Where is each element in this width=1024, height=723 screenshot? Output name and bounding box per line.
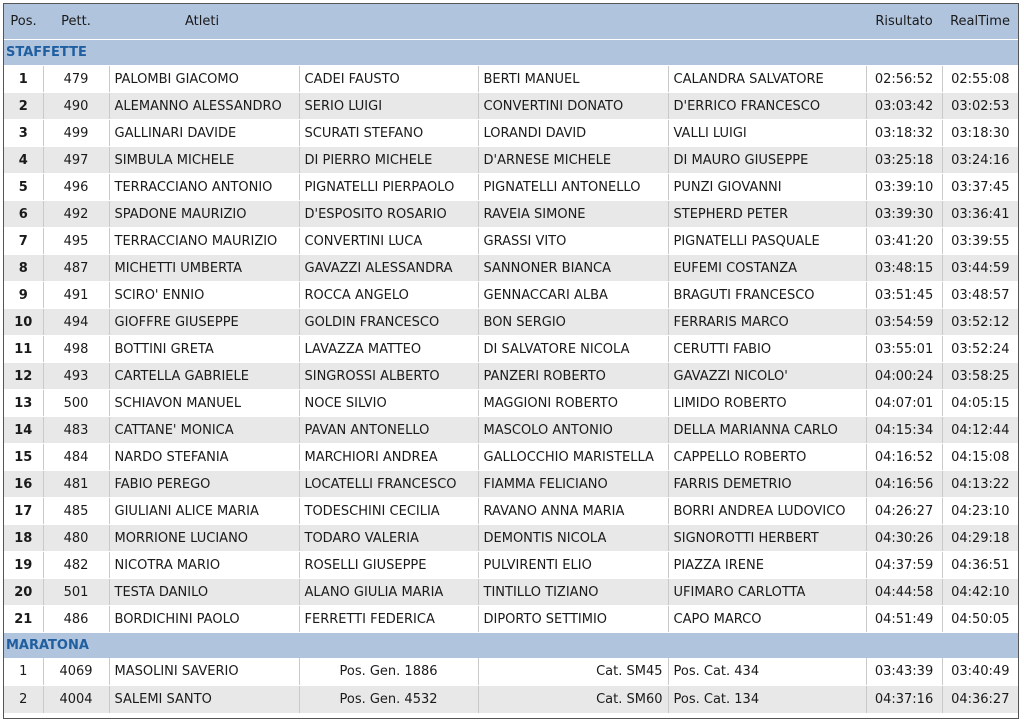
- row-category-position: Pos. Cat. 134: [668, 686, 866, 714]
- row-athlete-1: NICOTRA MARIO: [109, 552, 299, 579]
- row-athlete-2: GOLDIN FRANCESCO: [299, 309, 478, 336]
- row-realtime: 03:18:30: [942, 120, 1018, 147]
- row-athlete-2: TODARO VALERIA: [299, 525, 478, 552]
- row-athlete-2: PAVAN ANTONELLO: [299, 417, 478, 444]
- row-result: 04:26:27: [866, 498, 942, 525]
- table-row: [4, 228, 1018, 255]
- row-result: 03:55:01: [866, 336, 942, 363]
- row-realtime: 04:42:10: [942, 579, 1018, 606]
- row-result: 03:03:42: [866, 93, 942, 120]
- row-athlete-3: D'ARNESE MICHELE: [478, 147, 668, 174]
- row-athlete-3: MAGGIONI ROBERTO: [478, 390, 668, 417]
- row-bib: 492: [43, 201, 109, 228]
- table-row: [4, 309, 1018, 336]
- table-row: [4, 579, 1018, 606]
- row-realtime: 04:29:18: [942, 525, 1018, 552]
- row-bib: 499: [43, 120, 109, 147]
- table-row: [4, 120, 1018, 147]
- table-row: [4, 93, 1018, 120]
- row-athlete-3: PIGNATELLI ANTONELLO: [478, 174, 668, 201]
- row-position: 7: [4, 228, 43, 255]
- row-athlete-2: LAVAZZA MATTEO: [299, 336, 478, 363]
- row-bib: 487: [43, 255, 109, 282]
- row-position: 20: [4, 579, 43, 606]
- row-bib: 482: [43, 552, 109, 579]
- row-position: 19: [4, 552, 43, 579]
- row-athlete-3: GENNACCARI ALBA: [478, 282, 668, 309]
- row-realtime: 04:05:15: [942, 390, 1018, 417]
- row-athlete-4: BRAGUTI FRANCESCO: [668, 282, 866, 309]
- row-realtime: 03:24:16: [942, 147, 1018, 174]
- row-athlete-2: DI PIERRO MICHELE: [299, 147, 478, 174]
- table-row: [4, 552, 1018, 579]
- row-overall-position: Pos. Gen. 4532: [299, 686, 478, 714]
- row-athlete-4: GAVAZZI NICOLO': [668, 363, 866, 390]
- row-athlete-4: CAPO MARCO: [668, 606, 866, 633]
- row-result: 04:37:16: [866, 686, 942, 714]
- row-athlete-1: GIULIANI ALICE MARIA: [109, 498, 299, 525]
- row-realtime: 02:55:08: [942, 66, 1018, 93]
- row-position: 4: [4, 147, 43, 174]
- row-position: 14: [4, 417, 43, 444]
- row-athlete-4: PUNZI GIOVANNI: [668, 174, 866, 201]
- row-realtime: 03:44:59: [942, 255, 1018, 282]
- row-athlete-1: PALOMBI GIACOMO: [109, 66, 299, 93]
- table-row: [4, 606, 1018, 633]
- row-bib: 485: [43, 498, 109, 525]
- section-marathon-row: [4, 633, 1018, 659]
- row-result: 03:43:39: [866, 658, 942, 686]
- row-athlete-3: TINTILLO TIZIANO: [478, 579, 668, 606]
- row-athlete-1: MORRIONE LUCIANO: [109, 525, 299, 552]
- results-body: [4, 4, 1018, 714]
- row-athlete-1: BORDICHINI PAOLO: [109, 606, 299, 633]
- table-row: [4, 66, 1018, 93]
- row-athlete-2: SCURATI STEFANO: [299, 120, 478, 147]
- row-athlete-4: FERRARIS MARCO: [668, 309, 866, 336]
- row-result: 04:16:56: [866, 471, 942, 498]
- row-athlete-3: SANNONER BIANCA: [478, 255, 668, 282]
- header-realtime: RealTime: [942, 4, 1018, 40]
- row-position: 3: [4, 120, 43, 147]
- row-athlete-1: ALEMANNO ALESSANDRO: [109, 93, 299, 120]
- row-result: 03:18:32: [866, 120, 942, 147]
- row-position: 1: [4, 66, 43, 93]
- table-row: [4, 255, 1018, 282]
- row-athlete-4: CERUTTI FABIO: [668, 336, 866, 363]
- row-result: 04:30:26: [866, 525, 942, 552]
- row-bib: 496: [43, 174, 109, 201]
- row-result: 04:37:59: [866, 552, 942, 579]
- row-position: 1: [4, 658, 43, 686]
- row-realtime: 04:23:10: [942, 498, 1018, 525]
- row-bib: 493: [43, 363, 109, 390]
- row-realtime: 03:37:45: [942, 174, 1018, 201]
- table-row: [4, 147, 1018, 174]
- row-athlete-3: DI SALVATORE NICOLA: [478, 336, 668, 363]
- row-athlete-2: ALANO GIULIA MARIA: [299, 579, 478, 606]
- row-athlete-3: RAVANO ANNA MARIA: [478, 498, 668, 525]
- results-table: [4, 4, 1018, 714]
- table-row: [4, 201, 1018, 228]
- row-result: 03:25:18: [866, 147, 942, 174]
- row-athlete-2: SERIO LUIGI: [299, 93, 478, 120]
- row-bib: 500: [43, 390, 109, 417]
- row-realtime: 03:52:12: [942, 309, 1018, 336]
- header-row: [4, 4, 1018, 40]
- row-bib: 4069: [43, 658, 109, 686]
- row-position: 5: [4, 174, 43, 201]
- row-athlete-3: GALLOCCHIO MARISTELLA: [478, 444, 668, 471]
- row-realtime: 04:36:51: [942, 552, 1018, 579]
- row-position: 17: [4, 498, 43, 525]
- row-athlete-4: PIGNATELLI PASQUALE: [668, 228, 866, 255]
- row-realtime: 03:52:24: [942, 336, 1018, 363]
- row-athlete-1: BOTTINI GRETA: [109, 336, 299, 363]
- row-bib: 491: [43, 282, 109, 309]
- row-athlete-2: LOCATELLI FRANCESCO: [299, 471, 478, 498]
- row-bib: 498: [43, 336, 109, 363]
- row-athlete-4: FARRIS DEMETRIO: [668, 471, 866, 498]
- row-athlete-4: CALANDRA SALVATORE: [668, 66, 866, 93]
- row-athlete-3: BON SERGIO: [478, 309, 668, 336]
- row-athlete-1: FABIO PEREGO: [109, 471, 299, 498]
- header-pos: Pos.: [4, 4, 43, 40]
- section-marathon-label: MARATONA: [4, 633, 1018, 659]
- row-position: 18: [4, 525, 43, 552]
- row-bib: 480: [43, 525, 109, 552]
- row-athlete-2: MARCHIORI ANDREA: [299, 444, 478, 471]
- row-athlete-2: CONVERTINI LUCA: [299, 228, 478, 255]
- row-bib: 490: [43, 93, 109, 120]
- row-position: 13: [4, 390, 43, 417]
- row-bib: 495: [43, 228, 109, 255]
- row-athlete-3: PANZERI ROBERTO: [478, 363, 668, 390]
- row-athlete-1: GALLINARI DAVIDE: [109, 120, 299, 147]
- header-result: Risultato: [866, 4, 942, 40]
- row-athlete-2: TODESCHINI CECILIA: [299, 498, 478, 525]
- row-athlete-4: EUFEMI COSTANZA: [668, 255, 866, 282]
- row-athlete-1: TESTA DANILO: [109, 579, 299, 606]
- row-athlete-1: TERRACCIANO ANTONIO: [109, 174, 299, 201]
- row-result: 04:00:24: [866, 363, 942, 390]
- row-result: 03:54:59: [866, 309, 942, 336]
- row-position: 10: [4, 309, 43, 336]
- row-athlete-3: DIPORTO SETTIMIO: [478, 606, 668, 633]
- row-athlete-1: SIMBULA MICHELE: [109, 147, 299, 174]
- row-category: Cat. SM60: [478, 686, 668, 714]
- row-athlete-3: MASCOLO ANTONIO: [478, 417, 668, 444]
- row-result: 03:51:45: [866, 282, 942, 309]
- row-athlete-1: SCIRO' ENNIO: [109, 282, 299, 309]
- row-position: 8: [4, 255, 43, 282]
- row-result: 04:16:52: [866, 444, 942, 471]
- row-bib: 486: [43, 606, 109, 633]
- row-athlete-1: CARTELLA GABRIELE: [109, 363, 299, 390]
- row-athlete-4: PIAZZA IRENE: [668, 552, 866, 579]
- row-athlete-2: D'ESPOSITO ROSARIO: [299, 201, 478, 228]
- row-athlete-2: SINGROSSI ALBERTO: [299, 363, 478, 390]
- row-athlete-2: ROCCA ANGELO: [299, 282, 478, 309]
- row-result: 02:56:52: [866, 66, 942, 93]
- row-athlete-2: ROSELLI GIUSEPPE: [299, 552, 478, 579]
- header-athletes: Atleti: [109, 4, 866, 40]
- row-position: 21: [4, 606, 43, 633]
- row-overall-position: Pos. Gen. 1886: [299, 658, 478, 686]
- row-realtime: 03:58:25: [942, 363, 1018, 390]
- row-position: 11: [4, 336, 43, 363]
- row-bib: 483: [43, 417, 109, 444]
- row-result: 04:51:49: [866, 606, 942, 633]
- row-category: Cat. SM45: [478, 658, 668, 686]
- row-athlete-3: BERTI MANUEL: [478, 66, 668, 93]
- row-result: 03:39:10: [866, 174, 942, 201]
- row-result: 04:07:01: [866, 390, 942, 417]
- row-bib: 479: [43, 66, 109, 93]
- row-position: 2: [4, 93, 43, 120]
- row-bib: 481: [43, 471, 109, 498]
- row-athlete-2: CADEI FAUSTO: [299, 66, 478, 93]
- row-bib: 484: [43, 444, 109, 471]
- row-result: 03:48:15: [866, 255, 942, 282]
- row-athlete-2: PIGNATELLI PIERPAOLO: [299, 174, 478, 201]
- table-row: [4, 444, 1018, 471]
- row-athlete-4: D'ERRICO FRANCESCO: [668, 93, 866, 120]
- table-row: [4, 363, 1018, 390]
- row-athlete-2: GAVAZZI ALESSANDRA: [299, 255, 478, 282]
- row-realtime: 04:36:27: [942, 686, 1018, 714]
- row-athlete-2: NOCE SILVIO: [299, 390, 478, 417]
- table-row: [4, 390, 1018, 417]
- row-athlete-3: RAVEIA SIMONE: [478, 201, 668, 228]
- row-position: 16: [4, 471, 43, 498]
- row-athlete-3: CONVERTINI DONATO: [478, 93, 668, 120]
- row-athlete-4: UFIMARO CARLOTTA: [668, 579, 866, 606]
- row-position: 6: [4, 201, 43, 228]
- row-athlete-name: SALEMI SANTO: [109, 686, 299, 714]
- row-position: 15: [4, 444, 43, 471]
- row-athlete-4: STEPHERD PETER: [668, 201, 866, 228]
- row-result: 04:44:58: [866, 579, 942, 606]
- table-row: [4, 471, 1018, 498]
- row-athlete-3: GRASSI VITO: [478, 228, 668, 255]
- row-athlete-1: GIOFFRE GIUSEPPE: [109, 309, 299, 336]
- table-row: [4, 686, 1018, 714]
- row-athlete-1: SCHIAVON MANUEL: [109, 390, 299, 417]
- row-athlete-1: TERRACCIANO MAURIZIO: [109, 228, 299, 255]
- row-athlete-4: SIGNOROTTI HERBERT: [668, 525, 866, 552]
- row-athlete-4: DELLA MARIANNA CARLO: [668, 417, 866, 444]
- row-result: 03:41:20: [866, 228, 942, 255]
- row-category-position: Pos. Cat. 434: [668, 658, 866, 686]
- row-bib: 4004: [43, 686, 109, 714]
- table-row: [4, 282, 1018, 309]
- row-realtime: 04:12:44: [942, 417, 1018, 444]
- row-realtime: 03:39:55: [942, 228, 1018, 255]
- header-bib: Pett.: [43, 4, 109, 40]
- row-athlete-1: NARDO STEFANIA: [109, 444, 299, 471]
- row-athlete-2: FERRETTI FEDERICA: [299, 606, 478, 633]
- section-relay-row: [4, 40, 1018, 66]
- row-athlete-3: DEMONTIS NICOLA: [478, 525, 668, 552]
- table-row: [4, 658, 1018, 686]
- row-bib: 494: [43, 309, 109, 336]
- row-athlete-4: VALLI LUIGI: [668, 120, 866, 147]
- row-realtime: 03:48:57: [942, 282, 1018, 309]
- row-realtime: 03:02:53: [942, 93, 1018, 120]
- row-athlete-3: LORANDI DAVID: [478, 120, 668, 147]
- row-bib: 501: [43, 579, 109, 606]
- results-table-frame: [3, 3, 1019, 719]
- row-position: 9: [4, 282, 43, 309]
- table-row: [4, 174, 1018, 201]
- table-row: [4, 336, 1018, 363]
- row-realtime: 04:13:22: [942, 471, 1018, 498]
- row-athlete-3: PULVIRENTI ELIO: [478, 552, 668, 579]
- row-athlete-4: BORRI ANDREA LUDOVICO: [668, 498, 866, 525]
- row-athlete-1: SPADONE MAURIZIO: [109, 201, 299, 228]
- row-bib: 497: [43, 147, 109, 174]
- row-realtime: 03:36:41: [942, 201, 1018, 228]
- table-row: [4, 417, 1018, 444]
- row-realtime: 03:40:49: [942, 658, 1018, 686]
- row-realtime: 04:50:05: [942, 606, 1018, 633]
- row-athlete-3: FIAMMA FELICIANO: [478, 471, 668, 498]
- row-athlete-name: MASOLINI SAVERIO: [109, 658, 299, 686]
- table-row: [4, 498, 1018, 525]
- row-athlete-1: MICHETTI UMBERTA: [109, 255, 299, 282]
- row-athlete-4: CAPPELLO ROBERTO: [668, 444, 866, 471]
- row-position: 2: [4, 686, 43, 714]
- row-position: 12: [4, 363, 43, 390]
- section-relay-label: STAFFETTE: [4, 40, 1018, 66]
- row-realtime: 04:15:08: [942, 444, 1018, 471]
- row-result: 04:15:34: [866, 417, 942, 444]
- row-athlete-4: DI MAURO GIUSEPPE: [668, 147, 866, 174]
- row-athlete-1: CATTANE' MONICA: [109, 417, 299, 444]
- row-athlete-4: LIMIDO ROBERTO: [668, 390, 866, 417]
- row-result: 03:39:30: [866, 201, 942, 228]
- table-row: [4, 525, 1018, 552]
